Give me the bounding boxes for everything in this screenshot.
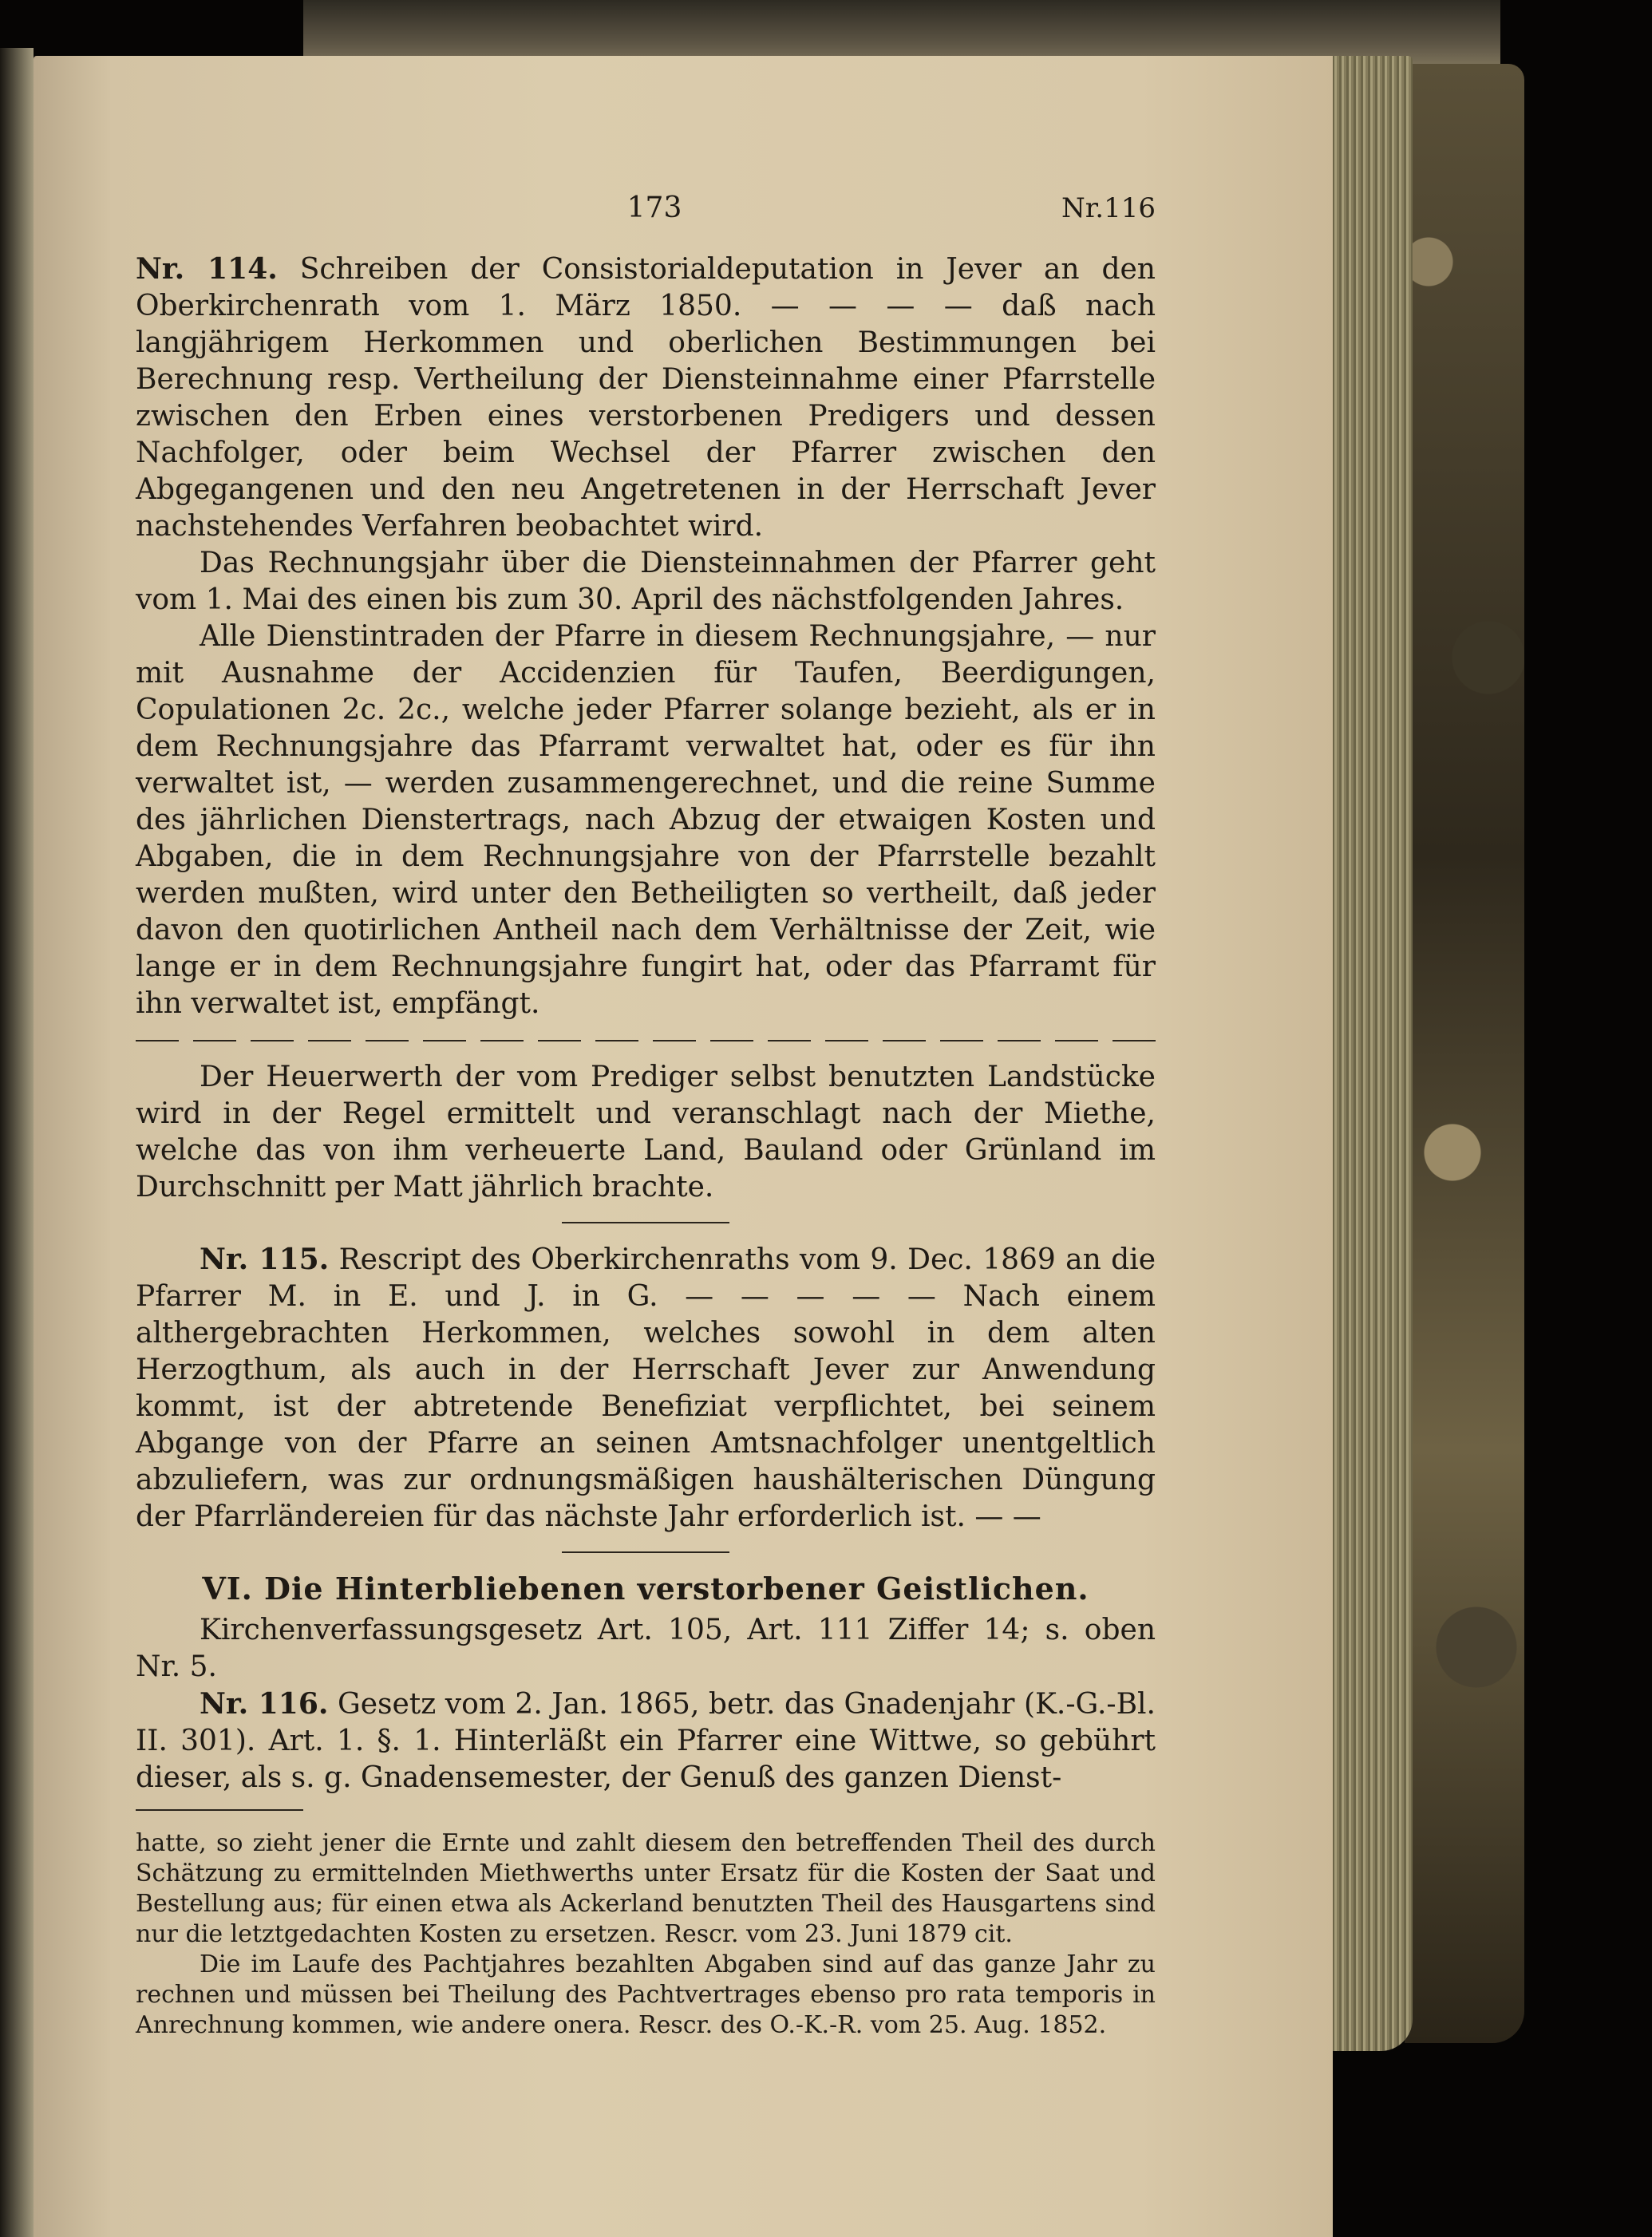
entry-114-paragraph-3: Alle Dienstintraden der Pfarre in diesem Rechnungsjahre, — nur mit Ausnahme der Accidenzien für Taufen, Beerdigungen, Copulationen 2c. 2c., welche jeder Pfarrer solange bezieht, als er in dem Rechnungsjahre das Pfarramt verwaltet hat, oder es für ihn verwaltet ist, — werden zusammengerechnet, und die reine Summe des jährlichen Dienstertrags, nach Abzug der etwaigen Kosten und Abgaben, die in dem Rechnungsjahre von der Pfarrstelle bezahlt werden mußten, wird unter den Betheiligten so vertheilt, daß jeder davon den quotirlichen Antheil nach dem Verhältnisse der Zeit, wie lange er in dem Rechnungsjahre fungirt hat, oder das Pfarramt für ihn verwaltet ist, empfängt.: [136, 620, 1156, 1020]
section-heading: VI. Die Hinterbliebenen verstorbener Geistlichen.: [202, 1571, 1089, 1607]
page-text: [136, 190, 1156, 2041]
entry-116-text: Gesetz vom 2. Jan. 1865, betr. das Gnadenjahr (K.-G.-Bl. II. 301). Art. 1. §. 1. Hinterläßt ein Pfarrer eine Wittwe, so gebührt dieser, als s. g. Gnadensemester, der Genuß des ganzen Dienst-: [136, 1688, 1156, 1794]
footnote-divider: [136, 1809, 303, 1811]
footnote-continuation: hatte, so zieht jener die Ernte und zahlt diesem den betreffenden Theil des durch Schätzung zu ermittelnden Miethwerths unter Ersatz für die Kosten der Saat und Bestellung aus; für einen etwa als Ackerland benutzten Theil des Hausgartens sind nur die letztgedachten Kosten zu ersetzen. Rescr. vom 23. Juni 1879 cit.: [136, 1829, 1156, 1948]
entry-115-text: Rescript des Oberkirchenraths vom 9. Dec. 1869 an die Pfarrer M. in E. und J. in G. — — — — — Nach einem althergebrachten Herkommen, welches sowohl in dem alten Herzogthum, als auch in der Herrschaft Jever zur Anwendung kommt, ist der abtretende Benefiziat verpflichtet, bei seinem Abgange von der Pfarre an seinen Amtsnachfolger unentgeltlich abzuliefern, was zur ordnungsmäßigen haushälterischen Düngung der Pfarrländereien für das nächste Jahr erforderlich ist. — —: [136, 1243, 1156, 1533]
page-stack-edge: [1325, 56, 1413, 2051]
omission-dash-line: [136, 1022, 1156, 1059]
page-header: [136, 190, 1156, 227]
entry-115: [136, 1241, 1156, 1535]
entry-115-label: Nr. 115.: [200, 1243, 330, 1276]
entry-116-label: Nr. 116.: [200, 1687, 329, 1721]
entry-116: [136, 1686, 1156, 1796]
section-intro: Kirchenverfassungsgesetz Art. 105, Art. 111 Ziffer 14; s. oben Nr. 5.: [136, 1614, 1156, 1683]
marbled-cover-edge: [1405, 64, 1524, 2043]
entry-114-label: Nr. 114.: [136, 252, 278, 286]
footnote-2: Die im Laufe des Pachtjahres bezahlten Abgaben sind auf das ganze Jahr zu rechnen und müssen bei Theilung des Pachtvertrages ebenso pro rata temporis in Anrechnung kommen, wie andere onera. Rescr. des O.-K.-R. vom 25. Aug. 1852.: [136, 1950, 1156, 2039]
footnotes: [136, 1828, 1156, 2041]
left-page-edge: [0, 48, 34, 2237]
section-divider: [562, 1551, 729, 1553]
section-divider: [562, 1222, 729, 1223]
running-reference: Nr.116: [1061, 192, 1156, 224]
entry-114-paragraph-4: Der Heuerwerth der vom Prediger selbst benutzten Landstücke wird in der Regel ermittelt und veranschlagt nach der Miethe, welche das von ihm verheuerte Land, Bauland oder Grünland im Durchschnitt per Matt jährlich brachte.: [136, 1061, 1156, 1203]
entry-114: [136, 251, 1156, 545]
page-number: 173: [626, 192, 682, 224]
entry-114-text: Schreiben der Consistorialdeputation in Jever an den Oberkirchenrath vom 1. März 1850. — — — — daß nach langjährigem Herkommen und oberlichen Bestimmungen bei Berechnung resp. Vertheilung der Diensteinnahme einer Pfarrstelle zwischen den Erben eines verstorbenen Predigers und dessen Nachfolger, oder beim Wechsel der Pfarrer zwischen den Abgegangenen und den neu Angetretenen in der Herrschaft Jever nachstehendes Verfahren beobachtet wird.: [136, 253, 1156, 543]
entry-114-paragraph-2: Das Rechnungsjahr über die Diensteinnahmen der Pfarrer geht vom 1. Mai des einen bis zum 30. April des nächstfolgenden Jahres.: [136, 547, 1156, 616]
